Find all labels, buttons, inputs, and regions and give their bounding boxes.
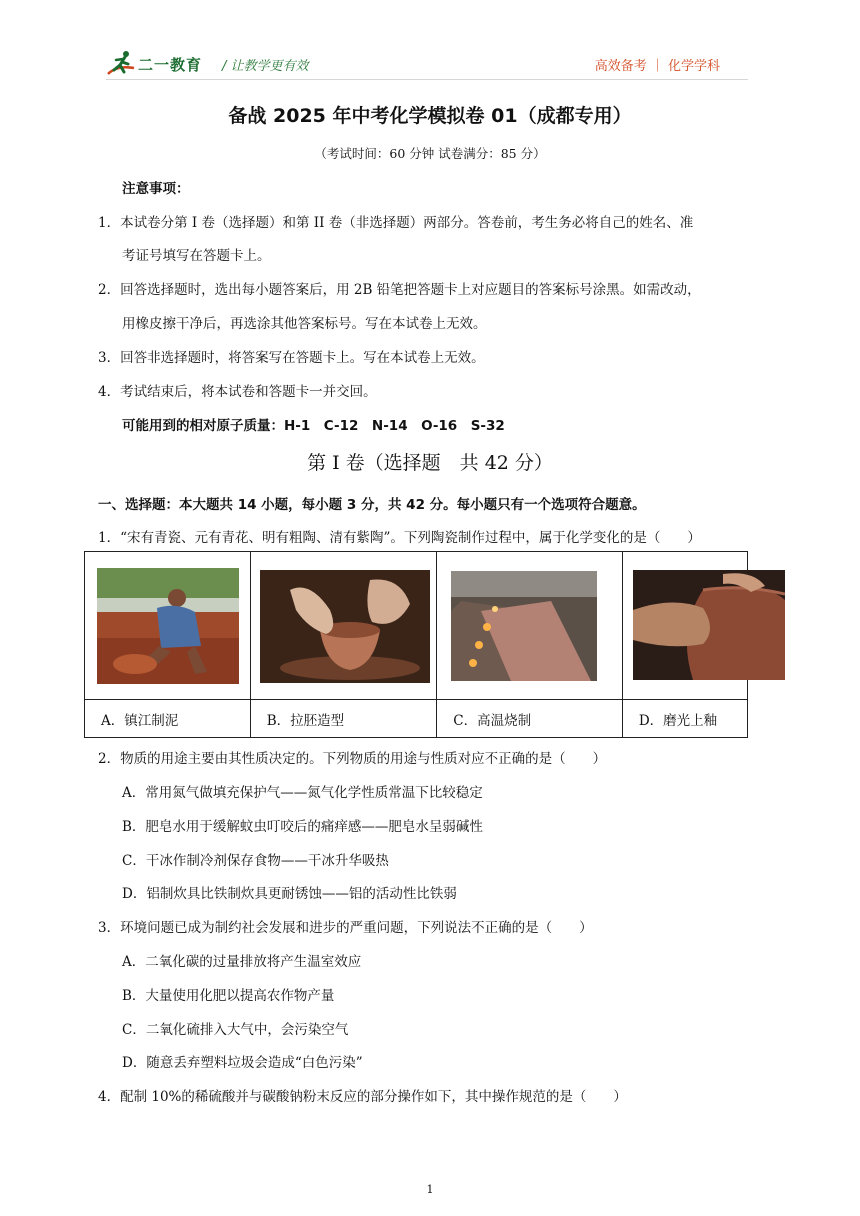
section-title: 第 I 卷（选择题 共 42 分） [307, 452, 553, 474]
polishing-glazing-photo [633, 570, 785, 680]
page-title: 备战 2025 年中考化学模拟卷 01（成都专用） [228, 105, 632, 127]
notes-line: 用橡皮擦干净后，再选涂其他答案标号。写在本试卷上无效。 [122, 316, 487, 332]
question-2-option-b: B．肥皂水用于缓解蚊虫叮咬后的痛痒感——肥皂水呈弱碱性 [122, 819, 483, 835]
logo [106, 50, 202, 78]
page-number: 1 [426, 1183, 434, 1196]
header-divider [106, 79, 748, 80]
option-d: D．磨光上釉 [622, 700, 747, 738]
kiln-firing-photo [451, 571, 597, 681]
exam-info: （考试时间：60 分钟 试卷满分：85 分） [314, 146, 546, 161]
runner-logo-icon [106, 50, 136, 78]
notes-line: 2．回答选择题时，选出每小题答案后，用 2B 铅笔把答题卡上对应题目的答案标号涂黑。如需改动， [98, 282, 701, 298]
header-slogan: / 让教学更有效 [222, 59, 309, 74]
clay-preparation-photo [97, 568, 239, 684]
question-3-option-b: B．大量使用化肥以提高农作物产量 [122, 988, 335, 1004]
wheel-throwing-photo [260, 570, 430, 683]
question-4-stem: 4．配制 10%的稀硫酸并与碳酸钠粉末反应的部分操作如下，其中操作规范的是（ ） [98, 1089, 627, 1105]
photo-cell [622, 552, 747, 700]
page-header [0, 0, 860, 84]
question-3-option-d: D．随意丢弃塑料垃圾会造成“白色污染” [122, 1055, 363, 1071]
notes-heading: 注意事项： [122, 181, 190, 197]
option-b: B．拉胚造型 [250, 700, 437, 738]
question-2-option-d: D．铝制炊具比铁制炊具更耐锈蚀——铝的活动性比铁弱 [122, 886, 457, 902]
part-heading: 一、选择题：本大题共 14 小题，每小题 3 分，共 42 分。每小题只有一个选项符合题意。 [98, 497, 646, 513]
question-2-option-c: C．干冰作制冷剂保存食物——干冰升华吸热 [122, 853, 389, 869]
question-3-option-c: C．二氧化硫排入大气中，会污染空气 [122, 1022, 349, 1038]
notes-line: 3．回答非选择题时，将答案写在答题卡上。写在本试卷上无效。 [98, 350, 485, 366]
question-2-stem: 2．物质的用途主要由其性质决定的。下列物质的用途与性质对应不正确的是（ ） [98, 751, 607, 767]
question-1-stem: 1．“宋有青瓷、元有青花、明有粗陶、清有紫陶”。下列陶瓷制作过程中，属于化学变化的是（ ） [98, 530, 701, 546]
notes-line: 1．本试卷分第 I 卷（选择题）和第 II 卷（非选择题）两部分。答卷前，考生务必将自己的姓名、准 [98, 215, 694, 231]
question-2-option-a: A．常用氮气做填充保护气——氮气化学性质常温下比较稳定 [122, 785, 483, 801]
option-a: A．镇江制泥 [85, 700, 251, 738]
header-subject: 高效备考 ｜ 化学学科 [594, 59, 720, 74]
photo-cell [250, 552, 437, 700]
option-c: C．高温烧制 [437, 700, 623, 738]
notes-line: 考证号填写在答题卡上。 [122, 248, 271, 264]
logo-text: 二一教育 [138, 55, 203, 74]
question-3-stem: 3．环境问题已成为制约社会发展和进步的严重问题，下列说法不正确的是（ ） [98, 920, 593, 936]
question-1-table [84, 551, 748, 738]
photo-cell [85, 552, 251, 700]
photo-cell [437, 552, 623, 700]
question-3-option-a: A．二氧化碳的过量排放将产生温室效应 [122, 954, 362, 970]
notes-line: 4．考试结束后，将本试卷和答题卡一并交回。 [98, 384, 377, 400]
atomic-masses: 可能用到的相对原子质量：H-1 C-12 N-14 O-16 S-32 [122, 418, 505, 434]
